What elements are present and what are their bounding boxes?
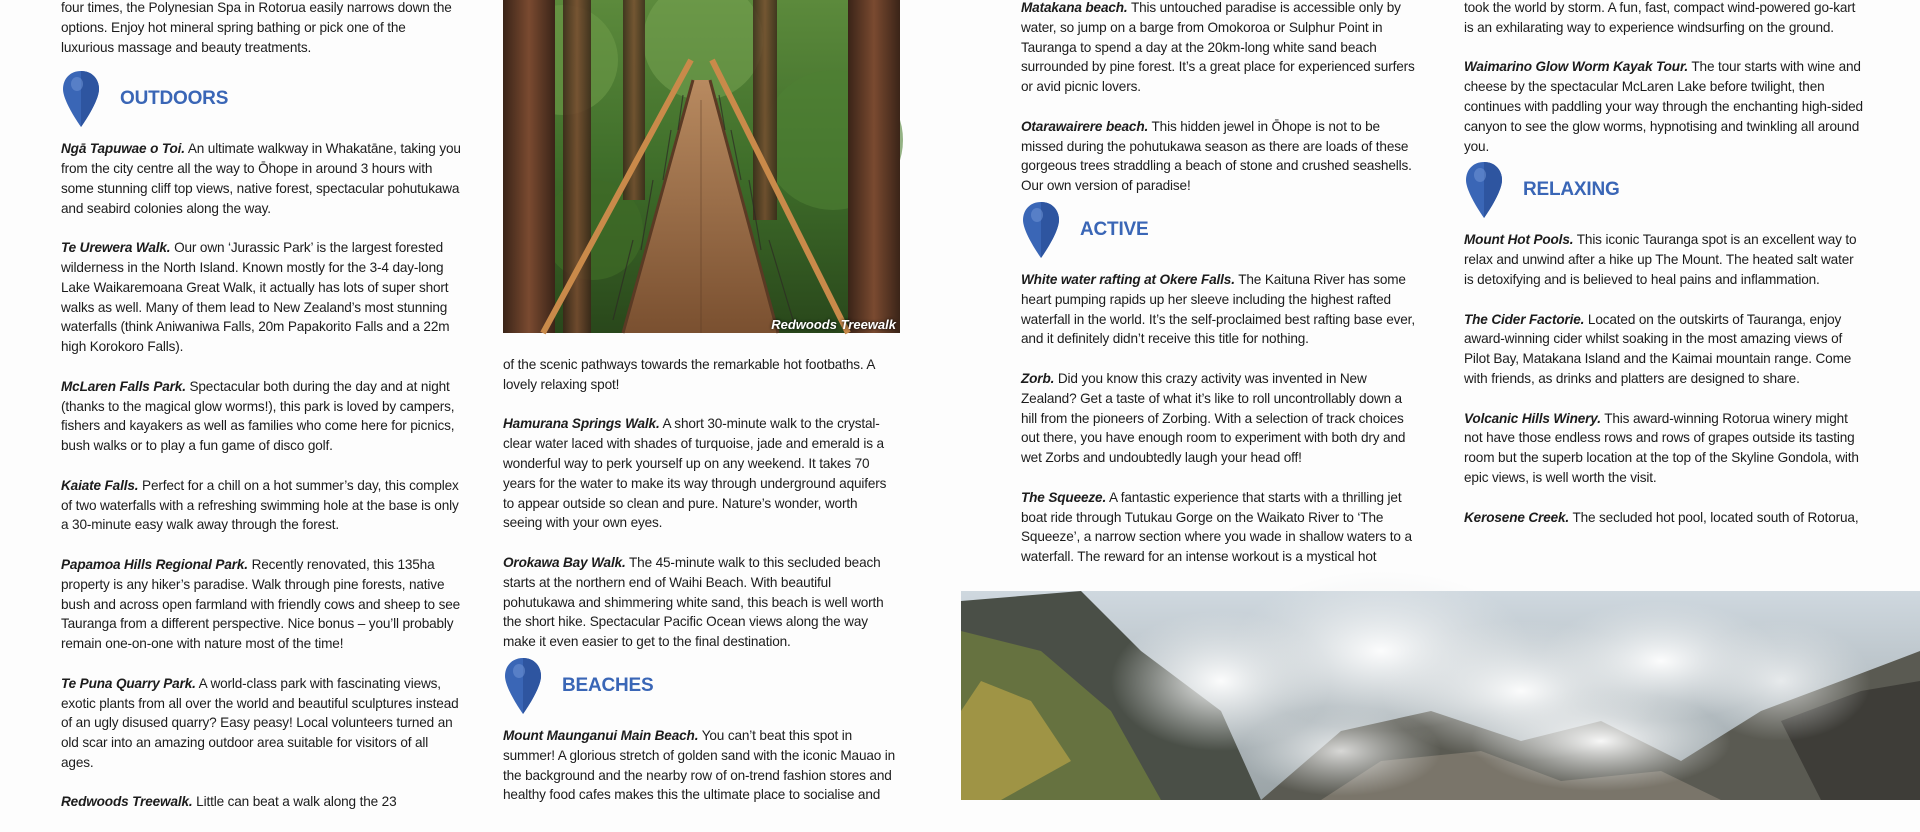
column-3-clip	[1000, 0, 1440, 578]
location-pin-icon	[61, 69, 101, 129]
location-pin-icon	[503, 656, 543, 716]
entry-te-puna-quarry	[61, 674, 461, 773]
entry-text: A short 30-minute walk to the crystal-clear water laced with shades of turquoise, jade and emerald is a wonderful way to perk yourself up on any weekend. It takes 70 years for the water to make its way through underground aquifers to appear outside so clean and pure. Nature’s wonder, worth seeing with your own eyes.	[503, 416, 887, 531]
entry-mclaren-falls	[61, 377, 461, 456]
entry-white-water-rafting	[1021, 270, 1421, 349]
entry-text: A world-class park with fascinating views, exotic plants from all over the world and beautiful sculptures instead of an ugly disused quarry? Easy peasy! Local volunteers turned an old scar into an amazing outdoor area suitable for visitors of all ages.	[61, 675, 459, 770]
section-outdoors	[61, 69, 461, 129]
entry-matakana-beach	[1021, 0, 1421, 97]
entry-papamoa-hills	[61, 555, 461, 654]
photo-caption: Redwoods Treewalk	[771, 317, 896, 332]
col1-intro: four times, the Polynesian Spa in Rotorua easily narrows down the options. Enjoy hot mineral spring bathing or pick one of the luxurious massage and beauty treatments.	[61, 0, 452, 55]
entry-text: The tour starts with wine and cheese by the spectacular McLaren Lake before twilight, then continues with paddling your way through the enchanting high-sided canyon to see the glow worms, hypnotising and twinkling all around you.	[1464, 59, 1863, 154]
column-4	[1464, 0, 1864, 547]
entry-text: This award-winning Rotorua winery might not have those endless rows and rows of grapes outside its tasting room but the superb location at the top of the Skyline Gondola, with epic views, is well worth the visit.	[1464, 410, 1859, 485]
entry-title: Hamurana Springs Walk.	[503, 416, 660, 432]
entry-text: This iconic Tauranga spot is an excellent way to relax and unwind after a hike up The Mount. The heated salt water is detoxifying and is believed to heal pains and inflammation.	[1464, 232, 1857, 287]
entry-glow-worm-kayak	[1464, 57, 1864, 156]
entry-zorb	[1021, 369, 1421, 468]
entry-text: This hidden jewel in Ōhope is not to be missed during the pohutukawa season as there are loads of these gorgeous trees straddling a beach of stone and crushed seashells. Our own version of paradise!	[1021, 118, 1412, 194]
col4-intro: took the world by storm. A fun, fast, compact wind-powered go-kart is an exhilarating way to experience windsurfing on the ground.	[1464, 0, 1856, 35]
entry-title: Otarawairere beach.	[1021, 118, 1149, 134]
entry-title: Kerosene Creek.	[1464, 509, 1570, 525]
entry-text: The 45-minute walk to this secluded beach starts at the northern end of Waihi Beach. With beautiful pohutukawa and shimmering white sand, this beach is well worth the short hike. Spectacular Pacific Ocean views along the way make it even easier to get to the final destination.	[503, 554, 884, 650]
entry-text: This untouched paradise is accessible only by water, so jump on a barge from Omokoroa or Sulphur Point in Tauranga to spend a day at the 20km-long white sand beach surrounded by pine forest. It’s a great place for experienced surfers or avid picnic lovers.	[1021, 0, 1415, 95]
entry-title: McLaren Falls Park.	[61, 378, 186, 394]
entry-title: Redwoods Treewalk.	[61, 794, 193, 810]
entry-title: White water rafting at Okere Falls.	[1021, 271, 1235, 287]
column-1	[61, 0, 461, 832]
entry-text: Little can beat a walk along the 23	[196, 794, 397, 810]
entry-kerosene-creek	[1464, 508, 1864, 528]
section-beaches	[503, 656, 900, 716]
column-1-clip	[0, 0, 480, 810]
entry-text: Located on the outskirts of Tauranga, enjoy award-winning cider whilst soaking in the most amazing views of Pilot Bay, Matakana Island and the Kaimai mountain range. Come with friends, as drinks and platters are designed to share.	[1464, 311, 1852, 386]
redwoods-bridge-image	[503, 0, 900, 333]
entry-orokawa-bay	[503, 553, 900, 652]
entry-text: Perfect for a chill on a hot summer’s day, this complex of two waterfalls with a refreshing swimming hole at the base is only a 30-minute easy walk away through the forest.	[61, 477, 459, 533]
section-title-active: ACTIVE	[1080, 218, 1149, 240]
entry-title: Mount Maunganui Main Beach.	[503, 727, 699, 743]
column-2	[503, 355, 900, 825]
outdoors-entries	[61, 139, 461, 812]
entry-title: Orokawa Bay Walk.	[503, 554, 626, 570]
entry-text: Recently renovated, this 135ha property is any hiker’s paradise. Walk through pine forests, native bush and across open farmland with friendly cows and sheep to see Tauranga from a different perspective. Nice bonus – you’ll probably remain one-on-one with nature most of the time!	[61, 556, 461, 652]
entry-text: An ultimate walkway in Whakatāne, taking you from the city centre all the way to Ōhope in around 3 hours with some stunning cliff top views, native forest, spectacular pohutukawa and seabird colonies along the way.	[61, 141, 461, 216]
section-relaxing	[1464, 160, 1864, 220]
entry-volcanic-hills-winery	[1464, 409, 1864, 488]
entry-text: Our own ‘Jurassic Park’ is the largest forested wilderness in the North Island. Known mostly for the 3-4 day-long Lake Waikaremoana Great Walk, it actually has lots of super short walks as well. Many of them lead to New Zealand’s most stunning waterfalls (think Aniwaniwa Falls, 20m Papakorito Falls and a 22m high Korokoro Falls).	[61, 240, 450, 355]
entry-title: The Cider Factorie.	[1464, 311, 1585, 327]
entry-mount-maunganui-beach	[503, 726, 900, 805]
column-3	[1021, 0, 1421, 587]
column-2-clip	[480, 333, 950, 803]
entry-title: Volcanic Hills Winery.	[1464, 410, 1601, 426]
entry-title: Te Puna Quarry Park.	[61, 675, 196, 691]
section-title-relaxing: RELAXING	[1523, 179, 1620, 201]
entry-otarawairere-beach	[1021, 117, 1421, 196]
section-title-beaches: BEACHES	[562, 674, 654, 696]
entry-hamurana-springs	[503, 414, 900, 533]
entry-text: You can’t beat this spot in summer! A glorious stretch of golden sand with the iconic Mauao in the background and the nearby row of on-trend fashion stores and healthy food cafes makes this the ultimate place to socialise and	[503, 727, 896, 803]
location-pin-icon	[1021, 200, 1061, 260]
entry-nga-tapuwae	[61, 139, 461, 218]
entry-title: Matakana beach.	[1021, 0, 1128, 15]
entry-title: Zorb.	[1021, 370, 1055, 386]
entry-text: The Kaituna River has some heart pumping rapids up her sleeve including the highest rafted waterfall in the world. It’s the self-proclaimed best rafting base ever, and it definitely didn’t receive this title for nothing.	[1021, 271, 1415, 347]
entry-title: Papamoa Hills Regional Park.	[61, 556, 248, 572]
entry-text: A fantastic experience that starts with a thrilling jet boat ride through Tutukau Gorge on the Waikato River to ‘The Squeeze’, a narrow section where you wade in shallow waters to a waterfall. The reward for an intense workout is a mystical hot	[1021, 489, 1412, 565]
geothermal-steam-photo	[961, 591, 1920, 800]
entry-mount-hot-pools	[1464, 230, 1864, 289]
entry-redwoods-treewalk	[61, 792, 461, 812]
redwoods-treewalk-photo	[503, 0, 900, 333]
location-pin-icon	[1464, 160, 1504, 220]
entry-te-urewera	[61, 238, 461, 357]
section-title-outdoors: OUTDOORS	[120, 88, 229, 110]
entry-title: Mount Hot Pools.	[1464, 232, 1574, 248]
section-active	[1021, 200, 1421, 260]
entry-text: Spectacular both during the day and at night (thanks to the magical glow worms!), this park is loved by campers, fishers and kayakers as well as families who come here for picnics, bush walks or to play a fun game of disco golf.	[61, 378, 455, 454]
entry-text: Did you know this crazy activity was invented in New Zealand? Get a taste of what it’s like to roll uncontrollably down a hill from the pioneers of Zorbing. With a selection of track choices out there, you have enough room to experiment with both dry and wet Zorbs and undoubtedly laugh your head off!	[1021, 370, 1406, 466]
entry-the-squeeze	[1021, 488, 1421, 567]
entry-title: Waimarino Glow Worm Kayak Tour.	[1464, 59, 1688, 75]
entry-title: Ngā Tapuwae o Toi.	[61, 141, 185, 157]
entry-kaiate-falls	[61, 476, 461, 535]
column-4-clip	[1440, 0, 1920, 578]
entry-title: The Squeeze.	[1021, 489, 1107, 505]
entry-cider-factorie	[1464, 310, 1864, 389]
geothermal-valley-image	[961, 591, 1920, 800]
col2-intro: of the scenic pathways towards the remarkable hot footbaths. A lovely relaxing spot!	[503, 357, 875, 392]
entry-title: Kaiate Falls.	[61, 477, 139, 493]
entry-title: Te Urewera Walk.	[61, 240, 171, 256]
entry-text: The secluded hot pool, located south of Rotorua,	[1572, 509, 1859, 525]
